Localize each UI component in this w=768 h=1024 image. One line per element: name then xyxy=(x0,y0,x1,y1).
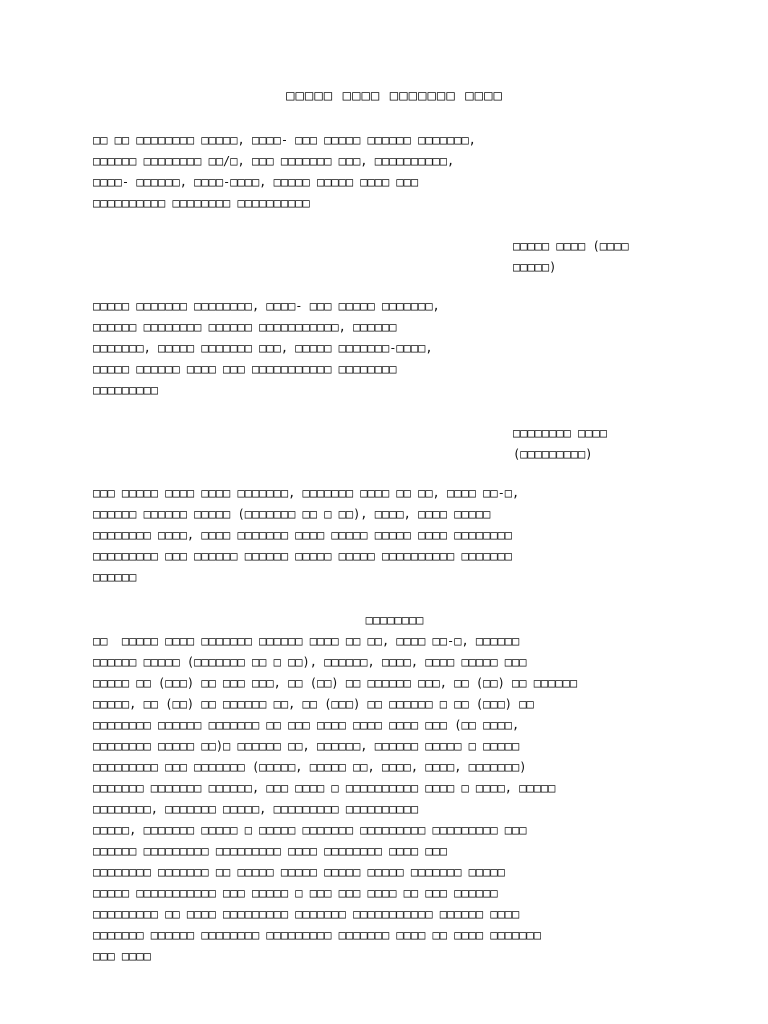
document-title: □□□□□ □□□□ □□□□□□□ □□□□ xyxy=(286,88,503,104)
section-body: □□ □□□□□ □□□□ □□□□□□□ □□□□□□ □□□□ □□ □□, □□□□ □□-□, □□□□□□ □□□□□□ □□□□□ (□□□□□□□ □□ □ □□), □□□□□□, □□□□, □□□□ □□□□□ □□□ □□□□□ □□ (□□□) □□ □□□ □□□, □□ (□□) □□ □□□□□□ □□□, □□ (□□) □□ □□□□□□ □□□□□, □□ (□□) □□ □□□□□□ □□, □□ (□□□) □□ □□□□□□ □ □□ (□□□) □□ □□□□□□□□ □□□□□□ □□□□□□□ □□ □□□ □□□□ □□□□ □□□□ □□□ (□□ □□□□, □□□□□□□□ □□□□□ □□)□ □□□□□□ □□, □□□□□□, □□□□□□ □□□□□ □ □□□□□ □□□□□□□□□ □□□ □□□□□□□ (□□□□□, □□□□□ □□, □□□□, □□□□, □□□□□□□) □□□□□□□ □□□□□□□ □□□□□□, □□□ □□□□ □ □□□□□□□□□□ □□□□ □ □□□□, □□□□□ □□□□□□□□, □□□□□□□ □□□□□, □□□□□□□□□ □□□□□□□□□□ □□□□□, □□□□□□□ □□□□□ □ □□□□□ □□□□□□□ □□□□□□□□□ □□□□□□□□□ □□□ □□□□□□ □□□□□□□□□ □□□□□□□□□ □□□□ □□□□□□□□ □□□□ □□□ □□□□□□□□ □□□□□□□ □□ □□□□□ □□□□□ □□□□□ □□□□□ □□□□□□□ □□□□□ □□□□□ □□□□□□□□□□□ □□□ □□□□□ □ □□□ □□□ □□□□ □□ □□□ □□□□□□ □□□□□□□□□ □□ □□□□ □□□□□□□□□ □□□□□□□ □□□□□□□□□□□ □□□□□□ □□□□ □□□□□□□ □□□□□□ □□□□□□□□ □□□□□□□□□ □□□□□□□ □□□□ □□ □□□□ □□□□□□□ □□□ □□□□ xyxy=(93,634,578,963)
agreement-intro: □□□ □□□□□ □□□□ □□□□ □□□□□□□, □□□□□□□ □□□□ □□ □□, □□□□ □□-□, □□□□□□ □□□□□□ □□□□□ (□□□□□□□ □□ □ □□), □□□□, □□□□ □□□□□ □□□□□□□□ □□□□, □□□□ □□□□□□□ □□□□ □□□□□ □□□□□ □□□□ □□□□□□□□ □□□□□□□□□ □□□ □□□□□□ □□□□□□ □□□□□ □□□□□ □□□□□□□□□□ □□□□□□□ □□□□□□ xyxy=(93,486,520,584)
party-2-role: □□□□□□□□ □□□□ (□□□□□□□□□) xyxy=(513,426,607,461)
party-1-address: □□ □□ □□□□□□□□ □□□□□, □□□□- □□□ □□□□□ □□□□□□ □□□□□□□, □□□□□□ □□□□□□□□ □□/□, □□□ □□□□□□□ □□□, □□□□□□□□□□, □□□□- □□□□□□, □□□□-□□□□, □□□□□ □□□□□ □□□□ □□□ □□□□□□□□□□ □□□□□□□□ □□□□□□□□□□ xyxy=(93,133,476,210)
party-1-role: □□□□□ □□□□ (□□□□ □□□□□) xyxy=(513,239,629,274)
section-heading: □□□□□□□□ xyxy=(365,613,424,627)
party-2-address: □□□□□ □□□□□□□ □□□□□□□□, □□□□- □□□ □□□□□ □□□□□□□, □□□□□□ □□□□□□□□ □□□□□□ □□□□□□□□□□□, □□□□□□ □□□□□□□, □□□□□ □□□□□□□ □□□, □□□□□ □□□□□□□-□□□□, □□□□□ □□□□□□ □□□□ □□□ □□□□□□□□□□□ □□□□□□□□ □□□□□□□□□ xyxy=(93,299,440,397)
